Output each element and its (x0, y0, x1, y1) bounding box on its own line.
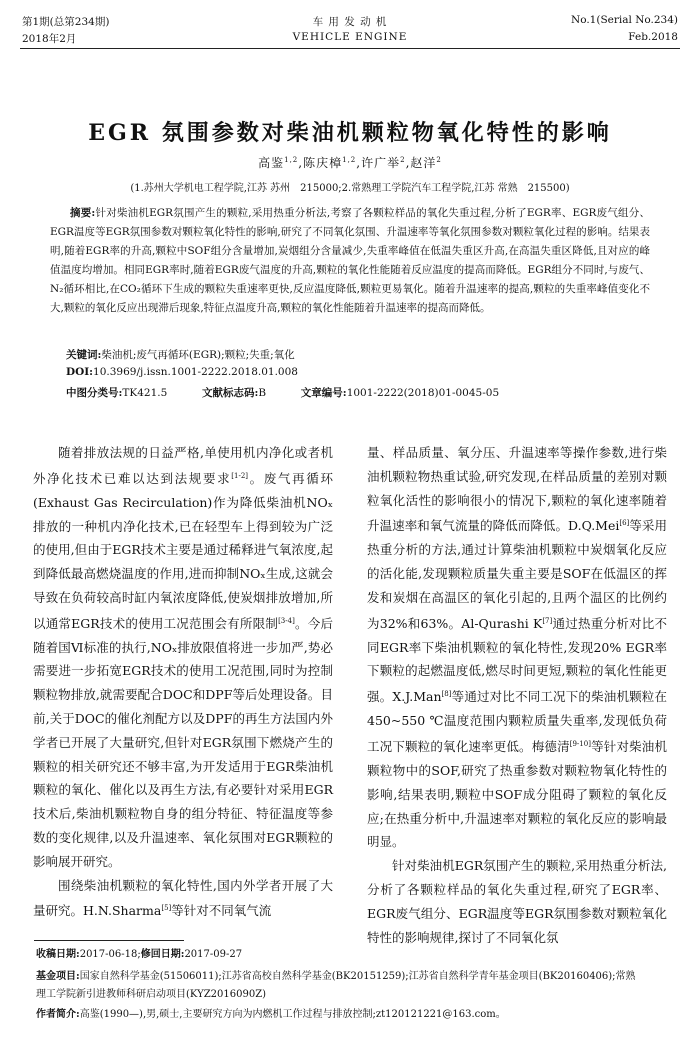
issue-date: 2018年2月 (22, 33, 77, 45)
clc-value: TK421.5 (122, 387, 168, 399)
doccode-value: B (258, 387, 267, 399)
author-affil-mark: 2 (400, 156, 406, 164)
doccode-label: 文献标志码: (202, 387, 259, 399)
footnote-rule (34, 940, 184, 941)
citation[interactable]: [8] (441, 690, 452, 699)
affiliations: (1.苏州大学机电工程学院,江苏 苏州 215000;2.常熟理工学院汽车工程学院,江苏 常熟 215500) (130, 183, 570, 194)
citation[interactable]: [7] (542, 616, 553, 625)
author-name: 许广举 (361, 156, 401, 170)
doi-label: DOI: (66, 366, 94, 378)
paragraph-text: 。废气再循环(Exhaust Gas Recirculation)作为降低柴油机NOₓ排放的一种机内净化技术,已在轻型车上得到较为广泛的使用,但由于EGR技术主要是通过稀释进气氧浓度,起到降低最高燃烧温度的作用,进而抑制NOₓ生成,这就会导致在负荷较高时缸内氧浓度降低,使炭烟排放增加,所以通常EGR技术的使用工况范围会有所限制 (33, 470, 333, 631)
issue-date-en: Feb.2018 (628, 31, 678, 43)
author-name: 陈庆樟 (303, 156, 343, 170)
paragraph-text: 量、样品质量、氧分压、升温速率等操作参数,进行柴油机颗粒物热重试验,研究发现,在样品质量的差别对颗粒氧化活性的影响很小的情况下,颗粒的氧化速率随着升温速率和氧气流量的降低而降低。D.Q.Mei (367, 445, 667, 534)
received-date: 2017-06-18; (79, 949, 141, 960)
citation[interactable]: [3-4] (278, 616, 295, 625)
received-label: 收稿日期: (36, 949, 80, 960)
doi-value[interactable]: 10.3969/j.issn.1001-2222.2018.01.008 (93, 366, 298, 378)
citation[interactable]: [1-2] (231, 471, 248, 480)
citation[interactable]: [5] (161, 904, 172, 913)
author-bio-text: 高鉴(1990—),男,硕士,主要研究方向为内燃机工作过程与排放控制;zt120121221@163.com。 (79, 1009, 506, 1020)
paragraph-text: 针对柴油机EGR氛围产生的颗粒,采用热重分析法,分析了各颗粒样品的氧化失重过程,研究了EGR率、EGR废气组分、EGR温度等EGR氛围参数对颗粒氧化特性的影响规律,探讨了不同氧化氛 (367, 858, 667, 945)
paragraph-text: 等通过对比不同工况下的柴油机颗粒在450~550 ℃温度范围内颗粒质量失重率,发现低负荷工况下颗粒的氧化速率更低。梅德清 (367, 689, 667, 755)
clc-label: 中图分类号: (66, 387, 123, 399)
author-bio-label: 作者简介: (36, 1009, 80, 1020)
paragraph-text: 围绕柴油机颗粒的氧化特性,国内外学者开展了大量研究。H.N.Sharma (33, 877, 333, 919)
classification-line (66, 385, 499, 400)
author-affil-mark: 1,2 (284, 156, 299, 164)
keywords (66, 347, 295, 362)
header-rule (20, 48, 680, 49)
citation[interactable]: [9-10] (569, 740, 591, 749)
revised-date: 2017-09-27 (184, 949, 243, 960)
keywords-text: 柴油机;废气再循环(EGR);颗粒;失重;氧化 (101, 349, 295, 361)
issue-number-en: No.1(Serial No.234) (571, 14, 678, 26)
paragraph-text: 通过热重分析对比不同EGR率下柴油机颗粒的氧化特性,发现20% EGR率下颗粒的起燃温度低,燃尽时间更短,颗粒的氧化性能更强。X.J.Man (367, 615, 667, 705)
revised-label: 修回日期: (140, 949, 185, 960)
keywords-label: 关键词: (66, 349, 102, 361)
author-name: 高鉴 (258, 156, 285, 170)
abstract-text: 针对柴油机EGR氛围产生的颗粒,采用热重分析法,考察了各颗粒样品的氧化失重过程,分析了EGR率、EGR废气组分、EGR温度等EGR氛围参数对颗粒氧化特性的影响,研究了不同氧化氛围、升温速率等氧化氛围参数对颗粒氧化过程的影响。结果表明,随着EGR率的升高,颗粒中SOF组分含量增加,炭烟组分含量减少,失重率峰值在低温失重区升高,在高温失重区降低,且对应的峰值温度均增加。相同EGR率时,随着EGR废气温度的升高,颗粒的氧化性能随着反应温度的提高而降低。EGR组分不同时,与废气、N₂循环相比,在CO₂循环下生成的颗粒失重速率更快,反应温度降低,颗粒更易氧化。随着升温速率的提高,颗粒的失重率峰值变化不大,颗粒的氧化反应出现滞后现象,特征点温度升高,颗粒的氧化性能随着升温速率的提高而降低。 (50, 207, 650, 314)
body-paragraph (33, 874, 333, 924)
body-column-right (367, 441, 667, 949)
paragraph-text: 等针对不同氧气流 (171, 903, 272, 919)
journal-name-en: VEHICLE ENGINE (292, 31, 408, 43)
author-list: 高鉴$^{1,2}$,陈庆樟$^{1,2}$,许广举$^2$,赵洋$^2$ (258, 156, 442, 170)
body-paragraph (33, 441, 333, 874)
author-affil-mark: 1,2 (342, 156, 357, 164)
paper-title: EGR 氛围参数对柴油机颗粒物氧化特性的影响 (88, 120, 612, 146)
paragraph-text: 等采用热重分析的方法,通过计算柴油机颗粒中炭烟氧化反应的活化能,发现颗粒质量失重主要是SOF在低温区的挥发和炭烟在高温区的氧化引起的,且两个温区的比例约为32%和63%。Al-Qurashi K (367, 518, 667, 631)
fund-label: 基金项目: (36, 971, 80, 982)
footnote-dates (36, 946, 686, 963)
body-paragraph (367, 854, 667, 949)
abstract (50, 204, 650, 318)
footnote-fund (36, 968, 686, 985)
author-name: 赵洋 (410, 156, 437, 170)
abstract-label: 摘要: (70, 207, 96, 219)
article-no-label: 文章编号: (300, 387, 347, 399)
footnote-author (36, 1006, 686, 1023)
body-column-left (33, 441, 333, 923)
doi (66, 366, 298, 378)
footnote-fund-cont: 理工学院新引进教师科研启动项目(KYZ2016090Z) (36, 989, 267, 1000)
paragraph-text: 随着排放法规的日益严格,单使用机内净化或者机外净化技术已难以达到法规要求 (33, 445, 333, 486)
journal-name-cn: 车 用 发 动 机 (312, 16, 388, 28)
article-no-value: 1001-2222(2018)01-0045-05 (346, 387, 500, 399)
author-affil-mark: 2 (436, 156, 442, 164)
fund-text: 国家自然科学基金(51506011);江苏省高校自然科学基金(BK20151259);江苏省自然科学青年基金项目(BK20160406);常熟 (79, 971, 636, 982)
paragraph-text: 。今后随着国Ⅵ标准的执行,NOₓ排放限值将进一步加严,势必需要进一步拓宽EGR技术的使用工况范围,同时为控制颗粒物排放,就需要配合DOC和DPF等后处理设备。目前,关于DOC的催化剂配方以及DPF的再生方法国内外学者已开展了大量研究,但针对EGR氛围下燃烧产生的颗粒的相关研究还不够丰富,为开发适用于EGR柴油机颗粒的氧化、催化以及再生方法,有必要针对采用EGR技术后,柴油机颗粒物自身的组分特征、特征温度等参数的变化规律,以及升温速率、氧化氛围对EGR颗粒的影响展开研究。 (33, 615, 333, 869)
issue-number: 第1期(总第234期) (22, 16, 110, 28)
paragraph-text: 等针对柴油机颗粒物中的SOF,研究了热重参数对颗粒物氧化特性的影响,结果表明,颗粒中SOF成分阻碍了颗粒的氧化反应;在热重分析中,升温速率对颗粒的氧化反应的影响最明显。 (367, 739, 667, 850)
citation[interactable]: [6] (619, 519, 630, 528)
body-paragraph (367, 441, 667, 854)
